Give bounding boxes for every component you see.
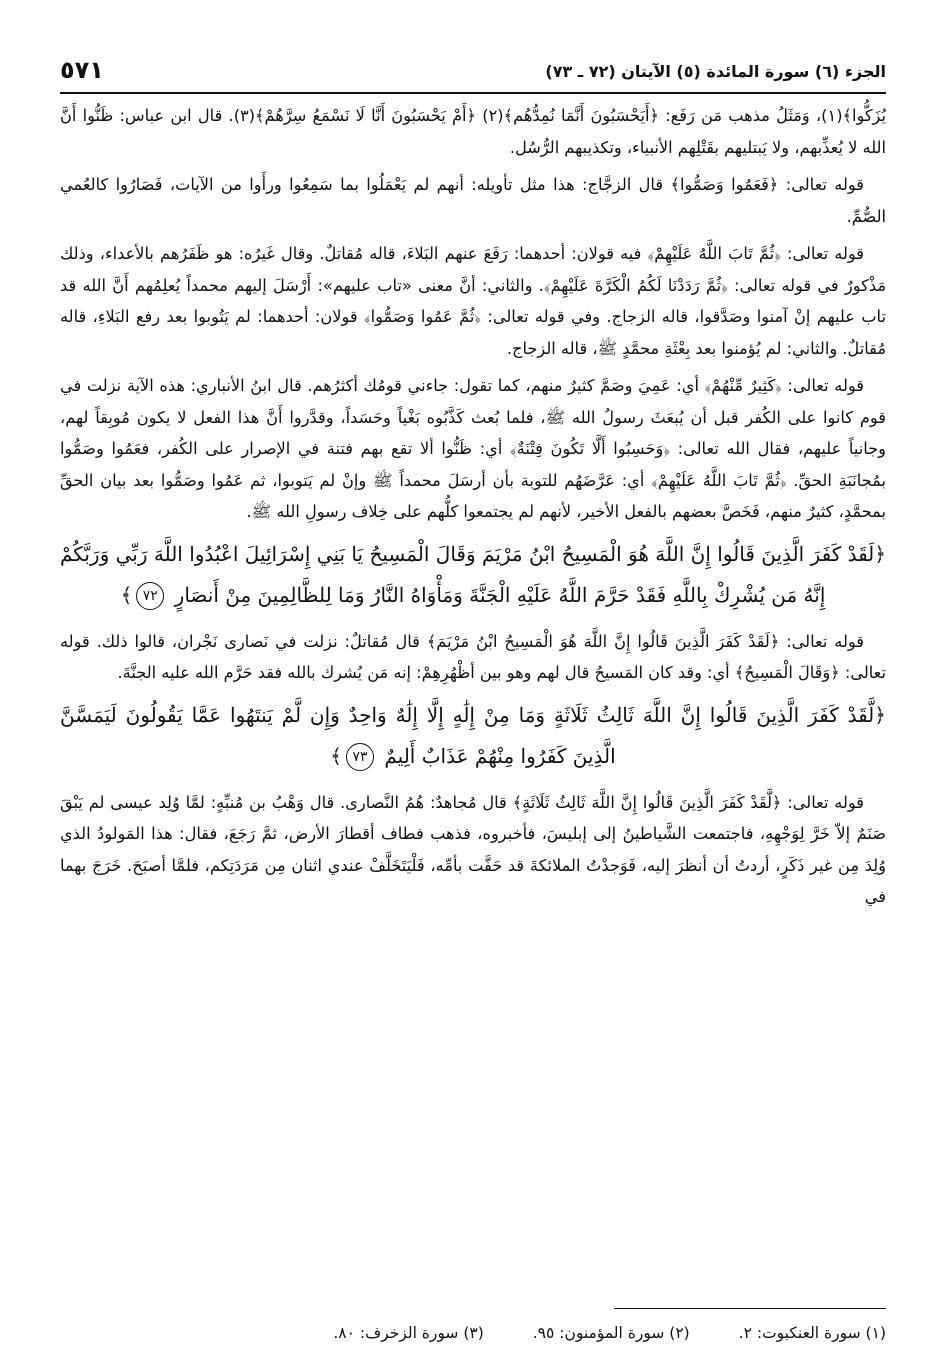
- footnote-1: (١) سورة العنكبوت: ٢.: [738, 1324, 886, 1342]
- verse-73-close: ﴾: [330, 743, 342, 768]
- verse-72-text: ﴿لَقَدْ كَفَرَ الَّذِينَ قَالُوا إِنَّ اللَّهَ هُوَ الْمَسِيحُ ابْنُ مَرْيَمَ وَقَالَ الْمَسِيحُ يَا بَنِي إِسْرَائِيلَ اعْبُدُوا اللَّهَ رَبِّي وَرَبَّكُمْ إِنَّهُ مَن يُشْرِكْ بِاللَّهِ فَقَدْ حَرَّمَ اللَّهُ عَلَيْهِ الْجَنَّةَ وَمَأْوَاهُ النَّارُ وَمَا لِلظَّالِمِينَ مِنْ أَنصَارٍ: [60, 541, 886, 607]
- paragraph-2: قوله تعالى: ﴿فَعَمُوا وَصَمُّوا﴾ قال الزجَّاج: هذا مثل تأويله: أنهم لم يَعْمَلُوا بما سَمِعُوا ورأَوا من الآيات، فَصَارُوا كالعُمي الصُّمِّ.: [60, 175, 886, 226]
- page-body: [60, 100, 886, 913]
- quran-verse-73: [60, 695, 886, 777]
- page-header: [60, 56, 886, 90]
- header-rule: [60, 92, 886, 94]
- paragraph-1: يُزَكُّوا﴾(١)، وَمَثَلُ مذهب مَن رَفَع: ﴿أَيَحْسَبُونَ أَنَّمَا نُمِدُّهُم﴾(٢) ﴿أَمْ يَحْسَبُونَ أَنَّا لَا نَسْمَعُ سِرَّهُمْ﴾(٣). قال ابن عباس: ظَنُّوا أَنَّ الله لا يُعذِّبهم، ولا يَبتليهم بقَتْلِهم الأنبياء، وتكذيبهم الرُّسُل.: [60, 106, 886, 157]
- footnote-rule: [614, 1308, 886, 1309]
- footnote-3: (٣) سورة الزخرف: ٨٠.: [333, 1324, 484, 1342]
- verse-number-72: ٧٢: [136, 582, 164, 610]
- footnote-2: (٢) سورة المؤمنون: ٩٥.: [532, 1324, 690, 1342]
- commentary-verse-72: قوله تعالى: ﴿لَقَدْ كَفَرَ الَّذِينَ قَالُوا إِنَّ اللَّهَ هُوَ الْمَسِيحُ ابْنُ مَرْيَمَ﴾ قال مُقاتلٌ: نزلت في نَصارى نَجْران، قالوا ذلك. قوله تعالى: ﴿وَقَالَ الْمَسِيحُ﴾ أي: وقد كان المَسيحُ قال لهم وهو بين أظْهُرِهِمْ: إنه مَن يُشرك بالله فقد حَرَّم الله عليه الجنَّةَ.: [60, 631, 886, 682]
- paragraph-3: قوله تعالى: ﴿ثُمَّ تَابَ اللَّهُ عَلَيْهِمْ﴾ فيه قولان: أحدهما: رَفَعَ عنهم البَلاءَ، قاله مُقاتلٌ. وقال غَيرُه: هو ظَفَرُهم بالأعداء، وذلك مَذْكورٌ في قوله تعالى: ﴿ثُمَّ رَدَدْنَا لَكُمُ الْكَرَّةَ عَلَيْهِمْ﴾. والثاني: أنَّ معنى «تاب عليهم»: أَرْسَلَ إليهم محمداً يُعلِمُهم أَنَّ الله قد تاب عليهم إنْ آمنوا وصَدَّقوا، قاله الزجاج. وفي قوله تعالى: ﴿ثُمَّ عَمُوا وَصَمُّوا﴾ قولان: أحدهما: لم يَتُوبوا بعد رفع البَلاءِ، قاله مُقاتلٌ. والثاني: لم يُؤمنوا بعد بِعْثَةِ محمَّدٍ ﷺ، قاله الزجاج.: [60, 244, 886, 358]
- paragraph-4: قوله تعالى: ﴿كَثِيرٌ مِّنْهُمْ﴾ أي: عَمِيَ وصَمَّ كثيرٌ منهم، كما تقول: جاءني قومُك أكثرُهم. قال ابنُ الأنباري: هذه الآية نزلت في قوم كانوا على الكُفر قبل أن يُبعَثَ رسولُ الله ﷺ، فلما بُعث كَذَّبُوه بَغْياً وحَسَداً، وقدَّروا أَنَّ هذا الفعل لا يكون مُوبِقاً لهم، وجانياً عليهم، فقال الله تعالى: ﴿وَحَسِبُوا أَلَّا تَكُونَ فِتْنَةٌ﴾ أي: ظَنُّوا ألا تقع بهم فتنة في الإصرار على الكُفر، فعَمُوا وصَمُّوا بمُجانَبَةِ الحقِّ. ﴿ثُمَّ تَابَ اللَّهُ عَلَيْهِمْ﴾ أي: عَرَّضَهُم للتوبة بأن أرسَلَ محمداً ﷺ وإنْ لم يَتوبوا، ثم عَمُوا وصَمُّوا بعد بيان الحقِّ بمحمَّدٍ، كثيرٌ منهم، فَخَصَّ بعضهم بالفعل الأخير، لأنهم لم يجتمعوا كلُّهم على خِلاف رسولِ الله ﷺ.: [60, 376, 886, 521]
- commentary-verse-73: قوله تعالى: ﴿لَّقَدْ كَفَرَ الَّذِينَ قَالُوا إِنَّ اللَّهَ ثَالِثُ ثَلَاثَةٍ﴾ قال مُجاهدٌ: هُمُ النَّصارى. قال وَهْبُ بن مُنبِّهٍ: لمَّا وُلِد عيسى لم يَبْقَ صَنَمٌ إلاّ خَرَّ لِوَجْهِهِ، فاجتمعت الشَّياطينُ إلى إبليسَ، فأخبروه، فذهب فطاف أقطارَ الأرض، ثمَّ رَجَعَ، فقال: هذا المَولودُ الذي وُلِدَ مِن غير ذَكَرٍ، أردتُ أن أنظرَ إليه، فَوَجدْتُ الملائكةَ قد حَفَّت بأمِّه، فَلْيَتَخَلَّفْ عندي اثنان مِن مَرَدَتِكم، فلمَّا أصبَحَ. خَرَجَ بهما في: [60, 792, 886, 906]
- verse-72-close: ﴾: [120, 582, 133, 607]
- verse-73-text: ﴿لَّقَدْ كَفَرَ الَّذِينَ قَالُوا إِنَّ اللَّهَ ثَالِثُ ثَلَاثَةٍ وَمَا مِنْ إِلَٰهٍ إِلَّا إِلَٰهٌ وَاحِدٌ وَإِن لَّمْ يَنتَهُوا عَمَّا يَقُولُونَ لَيَمَسَّنَّ الَّذِينَ كَفَرُوا مِنْهُمْ عَذَابٌ أَلِيمٌ: [60, 702, 886, 768]
- verse-number-73: ٧٣: [346, 743, 374, 771]
- footnotes: [60, 1320, 886, 1346]
- running-title: الجزء (٦) سورة المائدة (٥) الآيتان (٧٢ ـ ٧٣): [545, 62, 886, 81]
- page-number: ٥٧١: [60, 56, 104, 84]
- quran-verse-72: [60, 534, 886, 616]
